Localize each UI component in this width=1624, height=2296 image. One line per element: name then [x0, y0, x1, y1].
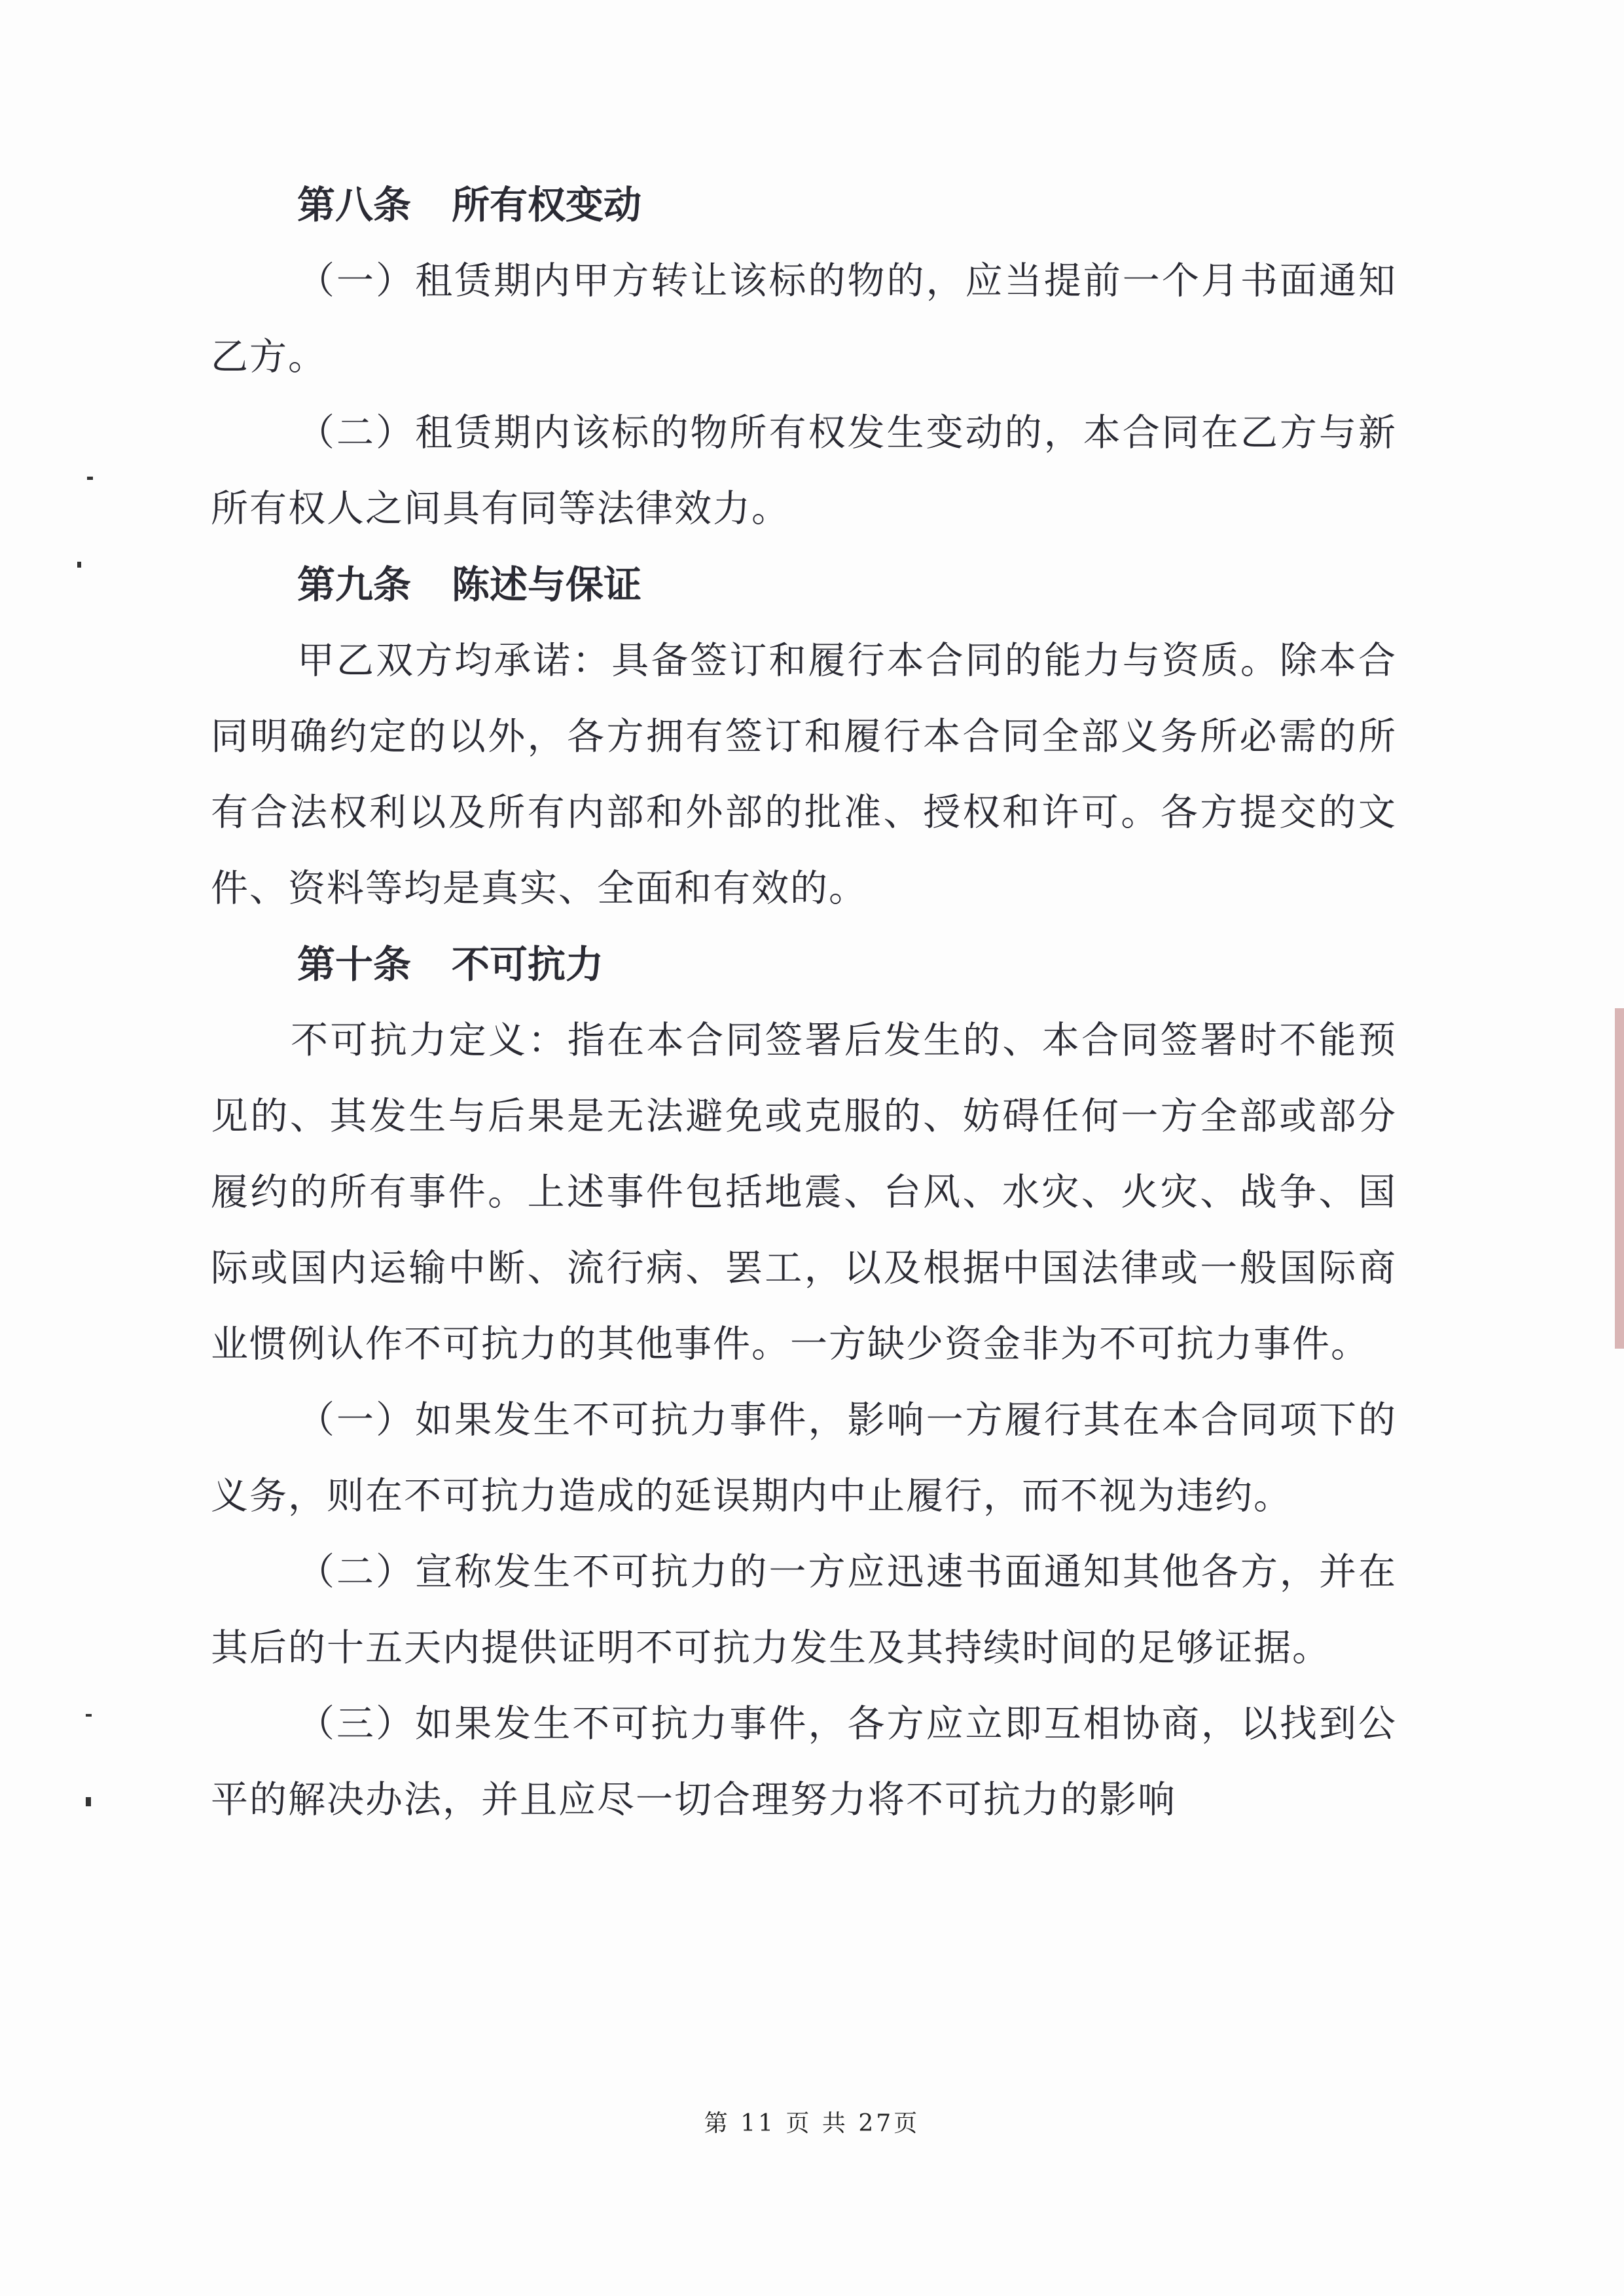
article-10-number: 第十条: [297, 942, 412, 987]
article-10-clause-1: （一）如果发生不可抗力事件，影响一方履行其在本合同项下的义务，则在不可抗力造成的延误期内中止履行，而不视为违约。: [211, 1398, 1397, 1518]
article-10-definition: 不可抗力定义：指在本合同签署后发生的、本合同签署时不能预见的、其发生与后果是无法避免或克服的、妨碍任何一方全部或部分履约的所有事件。上述事件包括地震、台风、水灾、火灾、战争、国际或国内运输中断、流行病、罢工，以及根据中国法律或一般国际商业惯例认作不可抗力的其他事件。一方缺少资金非为不可抗力事件。: [211, 1019, 1397, 1366]
scan-edge-mark: [1615, 1008, 1624, 1349]
scan-speck: [87, 477, 93, 480]
article-10-heading: [297, 926, 1397, 1002]
article-8-clause-1: （一）租赁期内甲方转让该标的物的，应当提前一个月书面通知乙方。: [211, 259, 1397, 378]
article-10-clause-3: （三）如果发生不可抗力事件，各方应立即互相协商，以找到公平的解决办法，并且应尽一切合理努力将不可抗力的影响: [211, 1702, 1397, 1821]
article-9-title: 陈述与保证: [452, 562, 642, 607]
article-10-title: 不可抗力: [452, 942, 604, 987]
article-8-number: 第八条: [297, 183, 412, 227]
article-8-title: 所有权变动: [452, 183, 642, 227]
article-8-heading: [297, 167, 1397, 243]
article-9-heading: [297, 547, 1397, 623]
article-10-clause-2: （二）宣称发生不可抗力的一方应迅速书面通知其他各方，并在其后的十五天内提供证明不可抗力发生及其持续时间的足够证据。: [211, 1550, 1397, 1669]
scan-speck: [86, 1797, 91, 1806]
scan-speck: [77, 562, 81, 568]
article-8-clause-2: （二）租赁期内该标的物所有权发生变动的，本合同在乙方与新所有权人之间具有同等法律效力。: [211, 411, 1397, 530]
scan-speck: [86, 1714, 92, 1717]
document-body: [211, 167, 1397, 1838]
article-9-number: 第九条: [297, 562, 412, 607]
article-9-paragraph: 甲乙双方均承诺：具备签订和履行本合同的能力与资质。除本合同明确约定的以外，各方拥有签订和履行本合同全部义务所必需的所有合法权利以及所有内部和外部的批准、授权和许可。各方提交的文件、资料等均是真实、全面和有效的。: [211, 639, 1397, 910]
page-number-footer: 第 11 页 共 27页: [704, 2110, 920, 2137]
